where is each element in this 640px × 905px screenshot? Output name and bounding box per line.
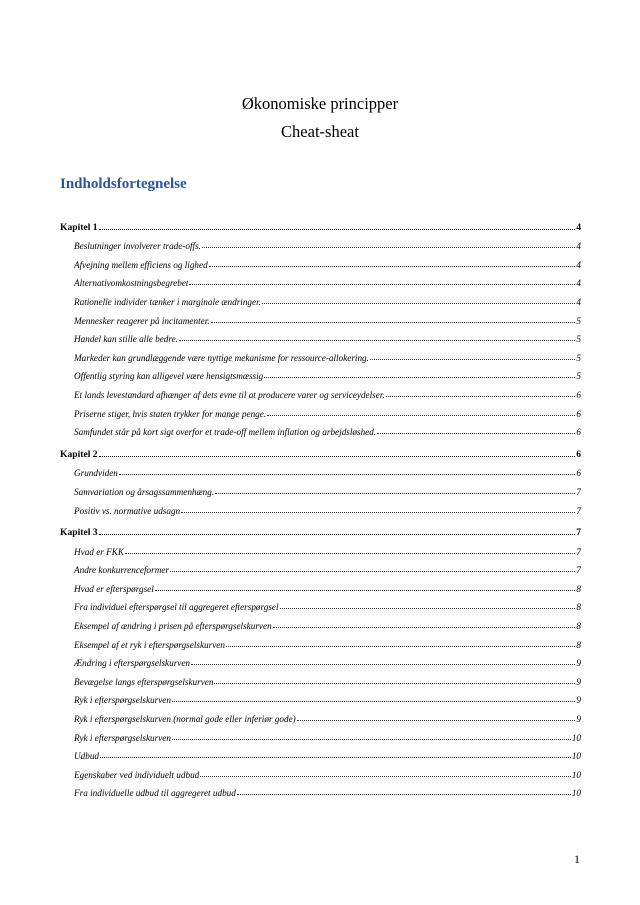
toc-dot-leader — [280, 608, 576, 609]
toc-dot-leader — [99, 229, 576, 230]
toc-entry-page: 4 — [576, 259, 581, 270]
toc-entry-label: Ryk i efterspørgselskurven — [74, 695, 171, 706]
table-of-contents — [60, 214, 581, 798]
toc-entry-page: 9 — [576, 714, 581, 725]
toc-entry-label: Eksempel af ændring i prisen på efterspørgselskurven — [74, 621, 272, 632]
toc-dot-leader — [264, 377, 575, 378]
toc-entry-page: 5 — [576, 371, 581, 382]
toc-entry[interactable] — [60, 251, 581, 270]
toc-entry[interactable] — [60, 344, 581, 363]
toc-entry[interactable] — [60, 381, 581, 400]
toc-dot-leader — [100, 757, 571, 758]
toc-entry-label: Hvad er FKK — [74, 546, 125, 557]
toc-chapter-entry[interactable] — [60, 441, 581, 460]
toc-entry-label: Mennesker reagerer på incitamenter. — [74, 315, 210, 326]
toc-entry[interactable] — [60, 270, 581, 289]
toc-entry-page: 10 — [571, 732, 581, 743]
toc-entry[interactable] — [60, 575, 581, 594]
toc-entry[interactable] — [60, 557, 581, 576]
toc-entry-page: 4 — [576, 296, 581, 307]
toc-entry-page: 6 — [576, 408, 581, 419]
toc-entry-page: 4 — [576, 278, 581, 289]
document-subtitle: Cheat-sheat — [281, 122, 359, 141]
toc-entry-page: 6 — [576, 448, 581, 460]
toc-entry-label: Kapitel 2 — [60, 448, 98, 460]
toc-entry-page: 7 — [576, 565, 581, 576]
toc-entry-label: Alternativomkostningsbegrebet — [74, 278, 189, 289]
toc-dot-leader — [377, 433, 575, 434]
toc-dot-leader — [297, 720, 576, 721]
toc-dot-leader — [170, 571, 575, 572]
toc-entry-page: 9 — [576, 695, 581, 706]
toc-entry[interactable] — [60, 780, 581, 799]
toc-entry[interactable] — [60, 460, 581, 479]
toc-dot-leader — [155, 590, 576, 591]
toc-dot-leader — [179, 340, 575, 341]
toc-entry-label: Positiv vs. normative udsagn — [74, 505, 181, 516]
toc-entry[interactable] — [60, 363, 581, 382]
toc-entry-label: Fra individuel efterspørgsel til aggregeret efterspørgsel — [74, 602, 279, 613]
toc-dot-leader — [125, 553, 575, 554]
toc-entry[interactable] — [60, 631, 581, 650]
toc-entry-label: Handel kan stille alle bedre. — [74, 334, 179, 345]
toc-entry-page: 8 — [576, 621, 581, 632]
toc-entry-page: 6 — [576, 427, 581, 438]
toc-entry-label: Samfundet står på kort sigt overfor et trade-off mellem inflation og arbejdsløshed. — [74, 427, 377, 438]
toc-entry[interactable] — [60, 761, 581, 780]
toc-entry-label: Udbud — [74, 751, 100, 762]
toc-entry[interactable] — [60, 705, 581, 724]
toc-dot-leader — [189, 284, 575, 285]
toc-entry-page: 9 — [576, 658, 581, 669]
toc-dot-leader — [386, 396, 576, 397]
toc-entry-page: 5 — [576, 315, 581, 326]
toc-entry-page: 5 — [576, 334, 581, 345]
toc-entry[interactable] — [60, 538, 581, 557]
toc-entry-label: Afvejning mellem efficiens og lighed — [74, 259, 208, 270]
toc-dot-leader — [209, 266, 576, 267]
toc-dot-leader — [172, 739, 571, 740]
toc-entry[interactable] — [60, 594, 581, 613]
toc-entry[interactable] — [60, 233, 581, 252]
toc-entry-page: 5 — [576, 352, 581, 363]
toc-entry-page: 4 — [576, 241, 581, 252]
toc-entry-label: Samvariation og årsagssammenhæng. — [74, 486, 215, 497]
toc-entry[interactable] — [60, 307, 581, 326]
toc-entry[interactable] — [60, 478, 581, 497]
toc-entry[interactable] — [60, 650, 581, 669]
toc-entry[interactable] — [60, 743, 581, 762]
toc-dot-leader — [99, 456, 576, 457]
toc-entry[interactable] — [60, 687, 581, 706]
toc-chapter-entry[interactable] — [60, 520, 581, 539]
toc-entry[interactable] — [60, 419, 581, 438]
toc-dot-leader — [202, 247, 575, 248]
toc-entry-page: 8 — [576, 583, 581, 594]
toc-dot-leader — [215, 493, 575, 494]
toc-entry[interactable] — [60, 497, 581, 516]
toc-heading: Indholdsfortegnelse — [60, 176, 187, 192]
toc-entry[interactable] — [60, 612, 581, 631]
toc-entry-label: Ryk i efterspørgselskurven (normal gode eller inferiør gode) — [74, 714, 296, 725]
toc-dot-leader — [119, 474, 576, 475]
toc-entry-label: Egenskaber ved individuelt udbud — [74, 769, 200, 780]
toc-entry[interactable] — [60, 288, 581, 307]
toc-entry-label: Rationelle individer tænker i marginale ændringer. — [74, 296, 261, 307]
toc-entry-label: Grundviden — [74, 468, 118, 479]
toc-entry-label: Bevægelse langs efterspørgselskurven — [74, 676, 214, 687]
toc-entry-label: Markeder kan grundlæggende være nyttige mekanisme for ressource-allokering. — [74, 352, 369, 363]
toc-entry-label: Priserne stiger, hvis staten trykker for mange penge. — [74, 408, 267, 419]
toc-entry[interactable] — [60, 326, 581, 345]
toc-entry-page: 10 — [571, 788, 581, 799]
toc-entry-page: 10 — [571, 769, 581, 780]
toc-dot-leader — [267, 415, 575, 416]
toc-entry-label: Eksempel af et ryk i efterspørgselskurven — [74, 639, 225, 650]
toc-dot-leader — [172, 701, 575, 702]
toc-entry-label: Beslutninger involverer trade-offs. — [74, 241, 201, 252]
toc-chapter-entry[interactable] — [60, 214, 581, 233]
document-title: Økonomiske principper — [241, 94, 399, 113]
toc-dot-leader — [211, 322, 576, 323]
toc-dot-leader — [181, 512, 575, 513]
toc-dot-leader — [191, 664, 575, 665]
toc-entry-page: 7 — [576, 486, 581, 497]
toc-entry-label: Andre konkurrenceformer — [74, 565, 169, 576]
toc-entry-page: 6 — [576, 468, 581, 479]
toc-entry-label: Kapitel 1 — [60, 221, 98, 233]
toc-entry-page: 4 — [576, 221, 581, 233]
toc-dot-leader — [273, 627, 576, 628]
toc-entry-page: 9 — [576, 676, 581, 687]
toc-entry-page: 8 — [576, 639, 581, 650]
toc-entry-page: 6 — [576, 389, 581, 400]
toc-entry-page: 10 — [571, 751, 581, 762]
toc-dot-leader — [237, 794, 571, 795]
toc-entry-label: Fra individuelle udbud til aggregeret udbud — [74, 788, 236, 799]
toc-dot-leader — [99, 534, 576, 535]
toc-entry-page: 7 — [576, 505, 581, 516]
toc-entry[interactable] — [60, 668, 581, 687]
page-number: 1 — [574, 852, 580, 866]
toc-dot-leader — [262, 303, 575, 304]
toc-entry-page: 8 — [576, 602, 581, 613]
toc-entry[interactable] — [60, 400, 581, 419]
toc-entry[interactable] — [60, 724, 581, 743]
toc-dot-leader — [226, 646, 575, 647]
toc-entry-label: Et lands levestandard afhænger af dets evne til at producere varer og serviceydelser. — [74, 389, 385, 400]
toc-entry-page: 7 — [576, 546, 581, 557]
toc-entry-label: Hvad er efterspørgsel — [74, 583, 154, 594]
toc-entry-label: Ryk i efterspørgselskurven — [74, 732, 171, 743]
toc-entry-label: Offentlig styring kan alligevel være hensigtsmæssig — [74, 371, 264, 382]
toc-dot-leader — [214, 683, 575, 684]
toc-entry-label: Kapitel 3 — [60, 527, 98, 539]
toc-dot-leader — [370, 359, 575, 360]
toc-entry-page: 7 — [576, 527, 581, 539]
toc-dot-leader — [200, 776, 571, 777]
toc-entry-label: Ændring i efterspørgselskurven — [74, 658, 191, 669]
